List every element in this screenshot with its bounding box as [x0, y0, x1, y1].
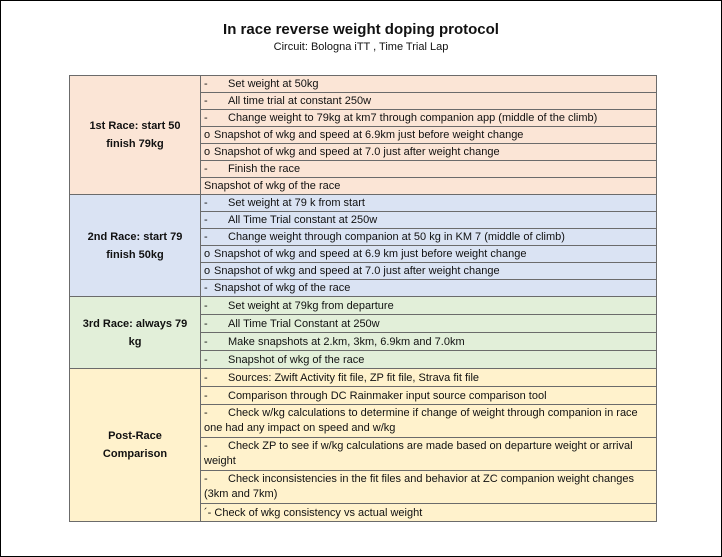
document-subtitle: Circuit: Bologna iTT , Time Trial Lap — [273, 41, 449, 53]
table-row — [70, 195, 657, 212]
protocol-step: - Check w/kg calculations to determine if change of weight through companion in race one had any impact on speed and w/kg — [201, 405, 657, 438]
protocol-step: - Snapshot of wkg of the race — [201, 280, 657, 297]
protocol-step: - All Time Trial constant at 250w — [201, 212, 657, 229]
protocol-step: o Snapshot of wkg and speed at 7.0 just after weight change — [201, 263, 657, 280]
protocol-table — [69, 75, 657, 522]
protocol-step: o Snapshot of wkg and speed at 6.9km just before weight change — [201, 127, 657, 144]
protocol-step: - Check inconsistencies in the fit files and behavior at ZC companion weight changes (3km and 7km) — [201, 471, 657, 504]
group-label-race-2: 2nd Race: start 79 finish 50kg — [70, 195, 201, 297]
protocol-step: - Check ZP to see if w/kg calculations are made based on departure weight or arrival weight — [201, 438, 657, 471]
protocol-step: o Snapshot of wkg and speed at 6.9 km just before weight change — [201, 246, 657, 263]
protocol-step: - Finish the race — [201, 161, 657, 178]
table-row — [70, 76, 657, 93]
protocol-step: - Snapshot of wkg of the race — [201, 351, 657, 369]
protocol-step: - Change weight to 79kg at km7 through companion app (middle of the climb) — [201, 110, 657, 127]
protocol-step: - Sources: Zwift Activity fit file, ZP fit file, Strava fit file — [201, 369, 657, 387]
protocol-step: - Change weight through companion at 50 kg in KM 7 (middle of climb) — [201, 229, 657, 246]
table-row — [70, 369, 657, 387]
group-label-race-1: 1st Race: start 50 finish 79kg — [70, 76, 201, 195]
protocol-step: - Make snapshots at 2.km, 3km, 6.9km and 7.0km — [201, 333, 657, 351]
protocol-step: Snapshot of wkg of the race — [201, 178, 657, 195]
protocol-step: - Set weight at 50kg — [201, 76, 657, 93]
table-row — [70, 297, 657, 315]
protocol-step: o Snapshot of wkg and speed at 7.0 just after weight change — [201, 144, 657, 161]
protocol-step: - Comparison through DC Rainmaker input source comparison tool — [201, 387, 657, 405]
protocol-step: - All time trial at constant 250w — [201, 93, 657, 110]
document-title: In race reverse weight doping protocol — [223, 21, 499, 38]
protocol-step: - Set weight at 79kg from departure — [201, 297, 657, 315]
protocol-step: - All Time Trial Constant at 250w — [201, 315, 657, 333]
protocol-step: ´- Check of wkg consistency vs actual weight — [201, 504, 657, 522]
group-label-post-race: Post-Race Comparison — [70, 369, 201, 522]
group-label-race-3: 3rd Race: always 79 kg — [70, 297, 201, 369]
protocol-step: - Set weight at 79 k from start — [201, 195, 657, 212]
